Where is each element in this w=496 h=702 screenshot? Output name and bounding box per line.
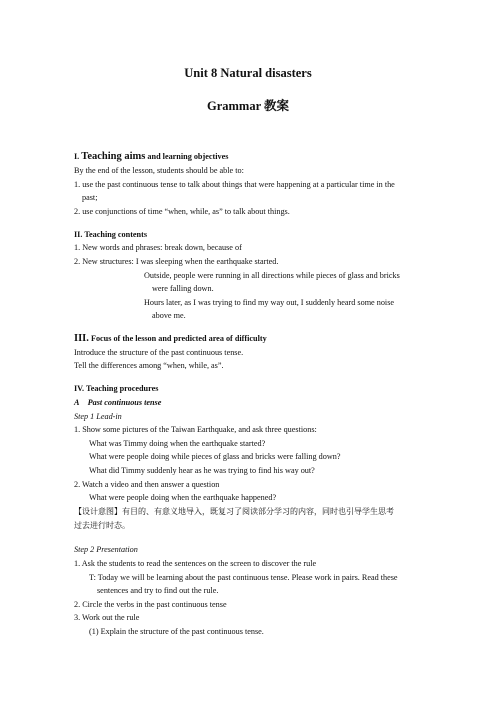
teacher-instruction: T: Today we will be learning about the past continuous tense. Please work in pairs. Read these [89,573,398,582]
section-1-heading [74,152,228,162]
section-2-item-2: 2. New structures: I was sleeping when the earthquake started. [74,257,279,266]
step-2-item-1: 1. Ask the students to read the sentences on the screen to discover the rule [74,559,317,568]
section-1-number: I. [74,152,80,161]
section-1-item-1: 1. use the past continuous tense to talk about things that were happening at a particular time in the [74,180,395,189]
design-intent-line-2: 过去进行时态。 [74,521,130,530]
document-subtitle: Grammar 教案 [206,99,290,113]
step-2-item-2: 2. Circle the verbs in the past continuous tense [74,600,227,609]
section-2-heading: II. Teaching contents [74,230,148,239]
design-intent-line-1: 【设计意图】有目的、有意义地导入，既复习了阅读部分学习的内容，同时也引导学生思考 [74,507,394,516]
step-1-item-1: 1. Show some pictures of the Taiwan Earthquake, and ask three questions: [74,425,317,434]
step-2-subitem-1: (1) Explain the structure of the past continuous tense. [89,627,264,636]
question-4: What were people doing when the earthquake happened? [89,493,277,502]
part-a-heading: A Past continuous tense [74,398,162,407]
section-2-item-1: 1. New words and phrases: break down, because of [74,243,242,252]
section-3-heading [74,334,267,344]
section-1-item-2: 2. use conjunctions of time “when, while, as” to talk about things. [74,207,290,216]
section-3-number: III. [74,333,89,344]
question-2: What were people doing while pieces of glass and bricks were falling down? [89,452,341,461]
section-1-heading-rest: and learning objectives [147,152,229,161]
structure-sentence-3: Hours later, as I was trying to find my way out, I suddenly heard some noise [144,298,395,307]
section-3-heading-text: Focus of the lesson and predicted area of difficulty [90,334,267,343]
section-3-line-2: Tell the differences among “when, while, as”. [74,361,224,370]
section-1-item-1-cont: past; [82,193,98,202]
structure-sentence-3-cont: above me. [152,311,186,320]
document-title: Unit 8 Natural disasters [184,66,312,80]
question-1: What was Timmy doing when the earthquake started? [89,439,266,448]
question-3: What did Timmy suddenly hear as he was trying to find his way out? [89,466,315,475]
step-1-item-2: 2. Watch a video and then answer a question [74,480,220,489]
step-2-heading: Step 2 Presentation [74,545,138,554]
teacher-instruction-cont: sentences and try to find out the rule. [97,586,219,595]
step-2-item-3: 3. Work out the rule [74,613,140,622]
section-4-heading: IV. Teaching procedures [74,384,159,393]
section-3-line-1: Introduce the structure of the past continuous tense. [74,348,244,357]
step-1-heading: Step 1 Lead-in [74,412,122,421]
section-1-intro: By the end of the lesson, students should be able to: [74,166,244,175]
section-1-heading-main: Teaching aims [81,151,146,162]
structure-sentence-2: Outside, people were running in all directions while pieces of glass and bricks [144,271,400,280]
structure-sentence-2-cont: were falling down. [152,284,214,293]
